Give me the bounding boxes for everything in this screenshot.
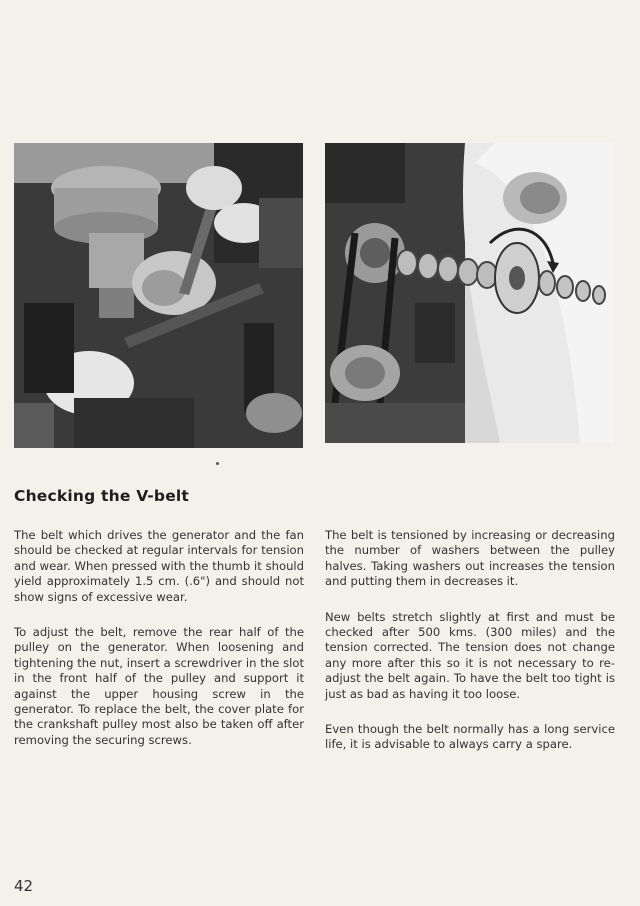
right-text-column	[325, 528, 615, 773]
left-text-column	[14, 528, 304, 768]
pulley-washers-photo	[325, 143, 614, 443]
paragraph: The belt is tensioned by increasing or decreasing the number of washers between the pulley halves. Taking washers out increases the tension and putting them in decreases it.	[325, 528, 615, 589]
paragraph: The belt which drives the generator and the fan should be checked at regular intervals for tension and wear. When pressed with the thumb it should yield approximately 1.5 cm. (.6") and should not show signs of excessive wear.	[14, 528, 304, 604]
engine-belt-adjustment-photo	[14, 143, 303, 448]
page-number: 42	[14, 877, 34, 895]
paragraph: To adjust the belt, remove the rear half of the pulley on the generator. When loosening and tightening the nut, insert a screwdriver in the slot in the front half of the pulley and support it against the upper housing screw in the generator. To replace the belt, the cover plate for the crankshaft pulley most also be taken off after removing the securing screws.	[14, 625, 304, 747]
paragraph: Even though the belt normally has a long service life, it is advisable to always carry a spare.	[325, 722, 615, 752]
paragraph: New belts stretch slightly at first and must be checked after 500 kms. (300 miles) and the tension corrected. The tension does not change any more after this so it is not necessary to re-adjust the belt again. To have the belt too tight is just as bad as having it too loose.	[325, 609, 615, 701]
section-heading: Checking the V-belt	[14, 487, 190, 505]
print-speck	[216, 462, 219, 465]
